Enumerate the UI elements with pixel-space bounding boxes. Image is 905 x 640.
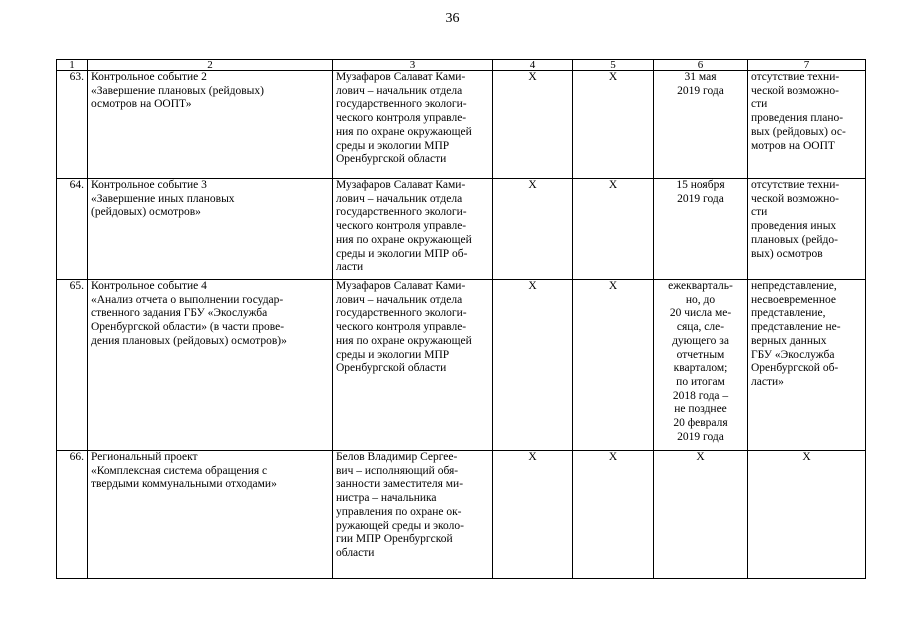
text-line: 20 февраля [673, 417, 728, 430]
text-line: гии МПР Оренбургской [336, 533, 453, 546]
text-line: ственного задания ГБУ «Экослужба [91, 307, 268, 320]
text-line: государственного экологи- [336, 206, 467, 219]
text-line: 2018 года – [672, 389, 729, 402]
header-cell: 2 [88, 60, 333, 71]
text-line: управления по охране ок- [336, 505, 462, 518]
text-line: «Анализ отчета о выполнении государ- [91, 293, 284, 306]
text-line: по итогам [676, 375, 725, 388]
text-line: ласти [336, 261, 364, 274]
deadline-cell [654, 280, 748, 451]
table-row [57, 451, 866, 579]
header-row [57, 60, 866, 71]
risk-cell [748, 280, 866, 451]
text-line: нистра – начальника [336, 492, 437, 505]
text-line: Оренбургской области» (в части прове- [91, 321, 285, 334]
col5-cell: Х [573, 280, 654, 451]
col4-cell: Х [493, 179, 573, 280]
header-cell: 5 [573, 60, 654, 71]
table-row [57, 179, 866, 280]
text-line: ческого контроля управле- [336, 220, 467, 233]
text-line: сти [751, 98, 768, 111]
col5-cell: Х [573, 71, 654, 179]
row-number: 64. [57, 179, 88, 280]
text-line: Контрольное событие 2 [91, 71, 207, 83]
text-line: Музафаров Салават Ками- [336, 71, 466, 83]
responsible-person [333, 451, 493, 579]
text-line: Белов Владимир Сергее- [336, 451, 458, 463]
text-line: ческого контроля управле- [336, 321, 467, 334]
text-line: но, до [685, 293, 716, 306]
text-line: ласти» [751, 375, 784, 388]
text-line: осмотров на ООПТ» [91, 98, 192, 111]
text-line: ческого контроля управле- [336, 112, 467, 125]
header-cell: 7 [748, 60, 866, 71]
event-name [88, 451, 333, 579]
text-line: ния по охране окружающей [336, 334, 472, 347]
text-line: Оренбургской области [336, 153, 447, 166]
text-line: «Комплексная система обращения с [91, 464, 268, 477]
text-line: 2019 года [677, 84, 724, 97]
table-row [57, 280, 866, 451]
text-line: отсутствие техни- [751, 71, 840, 83]
event-name [88, 179, 333, 280]
text-line: сти [751, 206, 768, 219]
text-line: проведения плано- [751, 112, 844, 125]
text-line: среды и экологии МПР [336, 139, 450, 152]
text-line: 15 ноября [676, 179, 725, 191]
text-line: 2019 года [677, 192, 724, 205]
text-line: государственного экологи- [336, 98, 467, 111]
event-name [88, 71, 333, 179]
text-line: среды и экологии МПР об- [336, 247, 468, 260]
risk-cell: Х [748, 451, 866, 579]
text-line: ния по охране окружающей [336, 125, 472, 138]
col5-cell: Х [573, 451, 654, 579]
text-line: области [336, 546, 375, 559]
header-cell: 4 [493, 60, 573, 71]
text-line: Музафаров Салават Ками- [336, 179, 466, 191]
text-line: лович – начальник отдела [336, 293, 463, 306]
text-line: среды и экологии МПР [336, 348, 450, 361]
control-events-table [56, 59, 866, 579]
text-line: ческой возможно- [751, 192, 839, 205]
row-number: 65. [57, 280, 88, 451]
page-number: 36 [445, 11, 460, 26]
text-line: представление, [751, 307, 826, 320]
text-line: вых (рейдовых) ос- [751, 125, 846, 138]
responsible-person [333, 71, 493, 179]
text-line: мотров на ООПТ [751, 139, 835, 152]
text-line: (рейдовых) осмотров» [91, 206, 201, 219]
event-name [88, 280, 333, 451]
text-line: лович – начальник отдела [336, 84, 463, 97]
deadline-cell [654, 71, 748, 179]
deadline-cell [654, 179, 748, 280]
table-row [57, 71, 866, 179]
responsible-person [333, 280, 493, 451]
text-line: отсутствие техни- [751, 179, 840, 191]
responsible-person [333, 179, 493, 280]
text-line: «Завершение плановых (рейдовых) [91, 84, 264, 97]
col4-cell: Х [493, 451, 573, 579]
text-line: Музафаров Салават Ками- [336, 280, 466, 292]
row-number: 66. [57, 451, 88, 579]
text-line: вич – исполняющий обя- [336, 464, 459, 477]
text-line: 31 мая [684, 71, 717, 83]
risk-cell [748, 179, 866, 280]
text-line: не позднее [674, 403, 727, 416]
text-line: ГБУ «Экослужба [751, 348, 835, 361]
text-line: кварталом; [673, 362, 728, 375]
text-line: лович – начальник отдела [336, 192, 463, 205]
text-line: верных данных [751, 334, 827, 347]
header-cell: 3 [333, 60, 493, 71]
text-line: ружающей среды и эколо- [336, 519, 464, 532]
header-cell: 6 [654, 60, 748, 71]
text-line: Оренбургской области [336, 362, 447, 375]
text-line: Региональный проект [91, 451, 198, 463]
deadline-cell: Х [654, 451, 748, 579]
text-line: 2019 года [677, 430, 724, 443]
text-line: занности заместителя ми- [336, 478, 464, 491]
text-line: вых) осмотров [751, 247, 823, 260]
text-line: представление не- [751, 321, 841, 334]
text-line: непредставление, [751, 280, 837, 292]
col4-cell: Х [493, 71, 573, 179]
text-line: государственного экологи- [336, 307, 467, 320]
text-line: плановых (рейдо- [751, 233, 838, 246]
header-cell: 1 [57, 60, 88, 71]
text-line: «Завершение иных плановых [91, 192, 235, 205]
text-line: Контрольное событие 4 [91, 280, 207, 292]
col4-cell: Х [493, 280, 573, 451]
risk-cell [748, 71, 866, 179]
text-line: Оренбургской об- [751, 362, 839, 375]
text-line: дения плановых (рейдовых) осмотров)» [91, 334, 287, 347]
text-line: дующего за [672, 334, 729, 347]
text-line: отчетным [676, 348, 725, 361]
text-line: несвоевременное [751, 293, 836, 306]
text-line: проведения иных [751, 220, 837, 233]
text-line: ния по охране окружающей [336, 233, 472, 246]
text-line: твердыми коммунальными отходами» [91, 478, 277, 491]
text-line: Контрольное событие 3 [91, 179, 207, 191]
text-line: ческой возможно- [751, 84, 839, 97]
text-line: 20 числа ме- [669, 307, 732, 320]
text-line: сяца, сле- [676, 321, 725, 334]
col5-cell: Х [573, 179, 654, 280]
row-number: 63. [57, 71, 88, 179]
text-line: ежекварталь- [668, 280, 733, 292]
